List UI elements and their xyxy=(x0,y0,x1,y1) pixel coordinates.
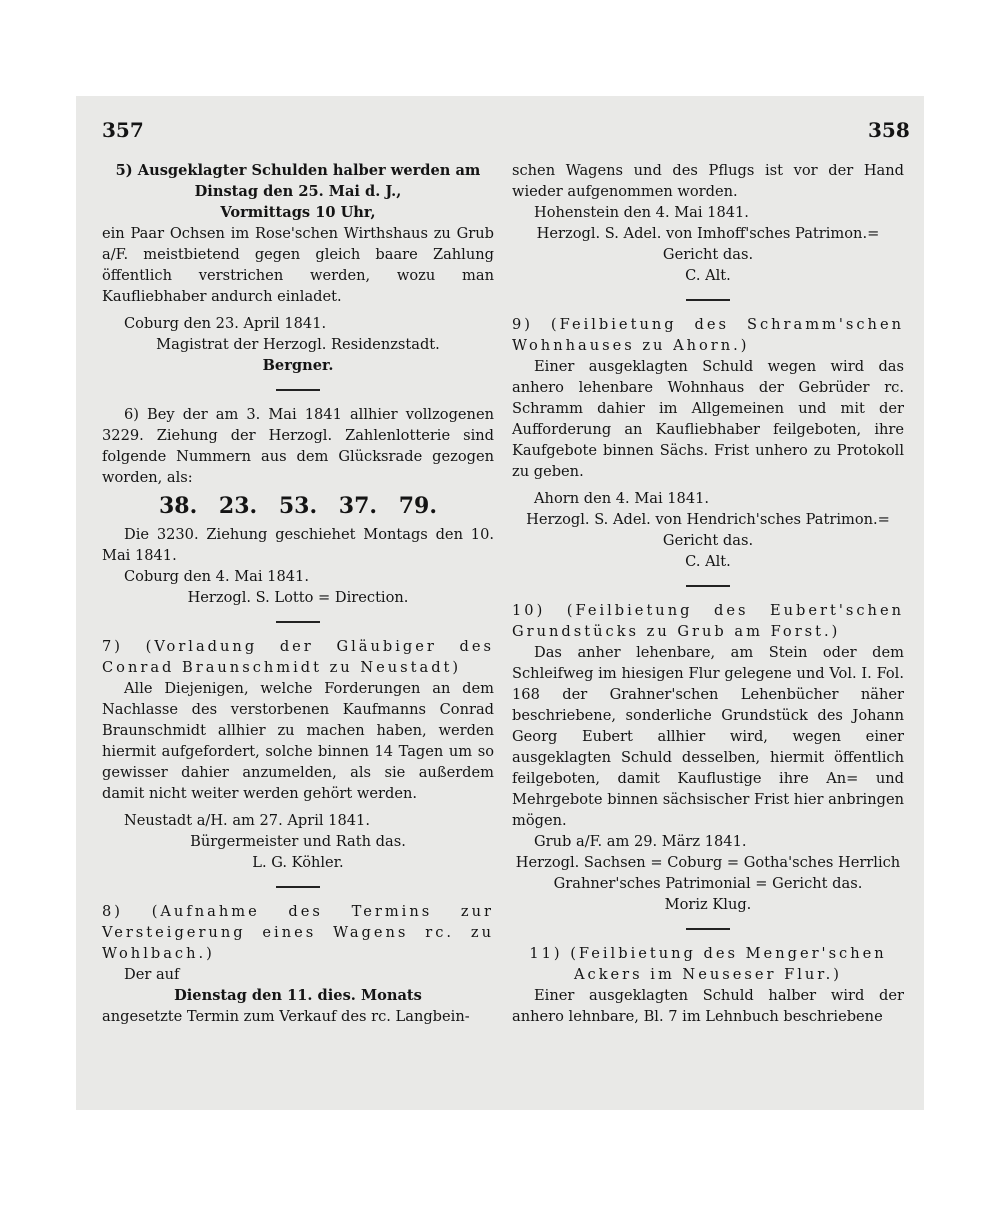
section-divider xyxy=(686,585,730,587)
entry-title: 10) (Feilbietung des Eubert'schen Grundstücks zu Grub am Forst.) xyxy=(512,602,904,640)
authority: Herzogl. S. Lotto = Direction. xyxy=(187,589,409,606)
place-date: Coburg den 4. Mai 1841. xyxy=(124,568,309,585)
place-date: Hohenstein den 4. Mai 1841. xyxy=(534,204,749,221)
signature: C. Alt. xyxy=(685,553,731,570)
entry-8 xyxy=(102,901,494,1027)
entry-9 xyxy=(512,314,904,572)
authority: Magistrat der Herzogl. Residenzstadt. xyxy=(156,336,440,353)
section-divider xyxy=(276,621,320,623)
section-divider xyxy=(276,886,320,888)
right-column xyxy=(512,160,904,1027)
section-divider xyxy=(276,389,320,391)
authority: Bürgermeister und Rath das. xyxy=(190,833,406,850)
entry-heading: 5) Ausgeklagter Schulden halber werden am xyxy=(115,162,481,179)
section-divider xyxy=(686,299,730,301)
place-date: Coburg den 23. April 1841. xyxy=(124,315,327,332)
entry-body: Das anher lehenbare, am Stein oder dem Schleifweg im hiesigen Flur gelegene und Vol. I. Fol. 168 der Grahner'schen Lehenbücher näher beschriebene, sonderliche Grundstück des Johann Georg Eubert allhier wird, wegen einer ausgeklagten Schuld desselben, hiermit öffentlich feilgeboten, damit Kauflustige ihre An= und Mehrgebote binnen sächsischer Frist hier anbringen mögen. xyxy=(512,644,904,829)
entry-7 xyxy=(102,636,494,873)
entry-5 xyxy=(102,160,494,376)
entry-8-continued xyxy=(512,160,904,286)
lottery-numbers: 38. 23. 53. 37. 79. xyxy=(158,493,437,519)
entry-body: angesetzte Termin zum Verkauf des rc. Langbein- xyxy=(102,1008,470,1025)
entry-body: Der auf xyxy=(124,966,180,983)
left-column xyxy=(102,160,494,1027)
signature: C. Alt. xyxy=(685,267,731,284)
entry-time: Vormittags 10 Uhr, xyxy=(220,204,376,221)
entry-10 xyxy=(512,600,904,915)
entry-6 xyxy=(102,404,494,608)
signature: Bergner. xyxy=(262,357,334,374)
entry-body: Einer ausgeklagten Schuld wegen wird das anhero lehenbare Wohnhaus der Gebrüder rc. Schramm dahier im Allgemeinen und mit der Aufforderung an Kaufliebhaber feilgeboten, ihre Kaufgebote binnen Sächs. Frist unhero zu Protokoll zu geben. xyxy=(512,358,904,480)
entry-body: Einer ausgeklagten Schuld halber wird der anhero lehnbare, Bl. 7 im Lehnbuch beschriebene xyxy=(512,987,904,1025)
entry-body: Alle Diejenigen, welche Forderungen an dem Nachlasse des verstorbenen Kaufmanns Conrad Braunschmidt allhier zu machen haben, werden hiermit aufgefordert, solche binnen 14 Tagen um so gewisser dahier anzumelden, als sie außerdem damit nicht weiter werden gehört werden. xyxy=(102,680,494,802)
place-date: Grub a/F. am 29. März 1841. xyxy=(534,833,747,850)
page-number-left: 357 xyxy=(102,118,144,142)
place-date: Ahorn den 4. Mai 1841. xyxy=(534,490,710,507)
next-draw: Die 3230. Ziehung geschiehet Montags den 10. Mai 1841. xyxy=(102,526,494,564)
place-date: Neustadt a/H. am 27. April 1841. xyxy=(124,812,370,829)
page-number-right: 358 xyxy=(868,118,910,142)
entry-title: 8) (Aufnahme des Termins zur Versteigerung eines Wagens rc. zu Wohlbach.) xyxy=(102,903,494,962)
authority: Herzogl. Sachsen = Coburg = Gotha'sches Herrlich Grahner'sches Patrimonial = Gericht das. xyxy=(515,854,901,892)
entry-date: Dinstag den 25. Mai d. J., xyxy=(194,183,402,200)
authority: Herzogl. S. Adel. von Imhoff'sches Patrimon.= Gericht das. xyxy=(536,225,880,263)
entry-title: 7) (Vorladung der Gläubiger des Conrad Braunschmidt zu Neustadt) xyxy=(102,638,494,676)
entry-title: 11) (Feilbietung des Menger'schen Ackers im Neuseser Flur.) xyxy=(529,945,887,983)
entry-body: 6) Bey der am 3. Mai 1841 allhier vollzogenen 3229. Ziehung der Herzogl. Zahlenlotterie sind folgende Nummern aus dem Glücksrade gezogen worden, als: xyxy=(102,406,494,486)
entry-11 xyxy=(512,943,904,1027)
authority: Herzogl. S. Adel. von Hendrich'sches Patrimon.= Gericht das. xyxy=(526,511,890,549)
entry-date: Dienstag den 11. dies. Monats xyxy=(174,987,422,1004)
signature: Moriz Klug. xyxy=(664,896,752,913)
entry-title: 9) (Feilbietung des Schramm'schen Wohnhauses zu Ahorn.) xyxy=(512,316,904,354)
entry-body: ein Paar Ochsen im Rose'schen Wirthshaus zu Grub a/F. meistbietend gegen gleich baare Zahlung öffentlich verstrichen werden, wozu man Kaufliebhaber andurch einladet. xyxy=(102,225,494,305)
section-divider xyxy=(686,928,730,930)
signature: L. G. Köhler. xyxy=(252,854,344,871)
entry-body: schen Wagens und des Pflugs ist vor der Hand wieder aufgenommen worden. xyxy=(512,162,904,200)
